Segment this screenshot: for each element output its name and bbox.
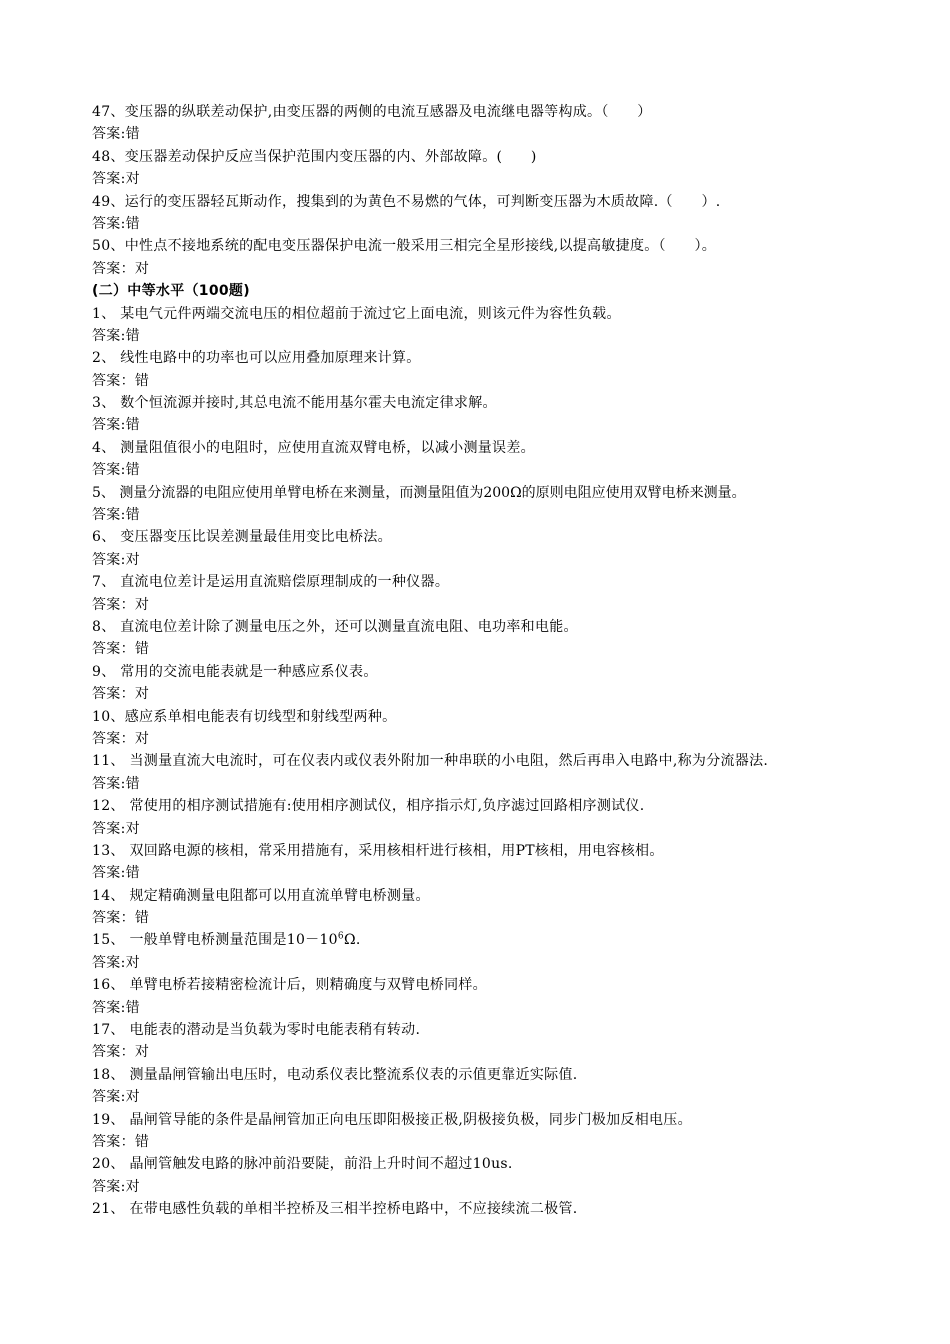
question-10: 10、感应系单相电能表有切线型和射线型两种。 xyxy=(92,708,397,725)
answer-12: 答案:对 xyxy=(92,820,140,837)
question-17: 17、 电能表的潜动是当负载为零时电能表稍有转动. xyxy=(92,1022,421,1039)
answer-8: 答案：错 xyxy=(92,641,150,658)
answer-17: 答案：对 xyxy=(92,1044,150,1061)
question-50: 50、中性点不接地系统的配电变压器保护电流一般采用三相完全星形接线,以提高敏捷度。（ ）。 xyxy=(92,238,717,255)
answer-9: 答案：对 xyxy=(92,686,150,703)
question-14: 14、 规定精确测量电阻都可以用直流单臂电桥测量。 xyxy=(92,887,430,904)
section-heading: (二）中等水平（100题) xyxy=(92,283,250,300)
question-20: 20、 晶闸管触发电路的脉冲前沿要陡，前沿上升时间不超过10us. xyxy=(92,1156,513,1173)
question-7: 7、 直流电位差计是运用直流赔偿原理制成的一种仪器。 xyxy=(92,574,450,591)
answer-3: 答案:错 xyxy=(92,417,140,434)
answer-6: 答案:对 xyxy=(92,551,140,568)
question-3: 3、 数个恒流源并接时,其总电流不能用基尔霍夫电流定律求解。 xyxy=(92,395,497,412)
question-13: 13、 双回路电源的核相，常采用措施有，采用核相杆进行核相，用PT核相，用电容核相。 xyxy=(92,842,664,859)
question-12: 12、 常使用的相序测试措施有:使用相序测试仪，相序指示灯,负序滤过回路相序测试仪. xyxy=(92,798,645,815)
answer-10: 答案：对 xyxy=(92,730,150,747)
question-21: 21、 在带电感性负载的单相半控桥及三相半控桥电路中，不应接续流二极管. xyxy=(92,1201,578,1218)
answer-47: 答案:错 xyxy=(92,126,140,143)
question-9: 9、 常用的交流电能表就是一种感应系仪表。 xyxy=(92,663,378,680)
question-16: 16、 单臂电桥若接精密检流计后，则精确度与双臂电桥同样。 xyxy=(92,977,487,994)
answer-49: 答案:错 xyxy=(92,215,140,232)
answer-50: 答案：对 xyxy=(92,260,150,277)
answer-4: 答案:错 xyxy=(92,462,140,479)
question-15-text: 15、 一般单臂电桥测量范围是10－10 xyxy=(92,932,338,949)
question-49: 49、运行的变压器轻瓦斯动作，搜集到的为黄色不易燃的气体，可判断变压器为木质故障.（ ）. xyxy=(92,193,721,210)
answer-5: 答案:错 xyxy=(92,507,140,524)
answer-14: 答案：错 xyxy=(92,910,150,927)
question-15 xyxy=(92,929,872,951)
question-5: 5、 测量分流器的电阻应使用单臂电桥在来测量，而测量阻值为200Ω的原则电阻应使用双臂电桥来测量。 xyxy=(92,484,746,501)
answer-2: 答案：错 xyxy=(92,372,150,389)
answer-1: 答案:错 xyxy=(92,327,140,344)
question-11: 11、 当测量直流大电流时，可在仪表内或仪表外附加一种串联的小电阻，然后再串入电路中,称为分流器法. xyxy=(92,753,769,770)
answer-18: 答案:对 xyxy=(92,1089,140,1106)
answer-19: 答案：错 xyxy=(92,1133,150,1150)
answer-16: 答案:错 xyxy=(92,999,140,1016)
question-18: 18、 测量晶闸管输出电压时，电动系仪表比整流系仪表的示值更靠近实际值. xyxy=(92,1066,578,1083)
answer-11: 答案:错 xyxy=(92,775,140,792)
question-19: 19、 晶闸管导能的条件是晶闸管加正向电压即阳极接正极,阴极接负极，同步门极加反相电压。 xyxy=(92,1111,692,1128)
document-page xyxy=(92,101,872,1221)
answer-7: 答案：对 xyxy=(92,596,150,613)
answer-48: 答案:对 xyxy=(92,171,140,188)
question-2: 2、 线性电路中的功率也可以应用叠加原理来计算。 xyxy=(92,350,421,367)
answer-20: 答案:对 xyxy=(92,1178,140,1195)
question-8: 8、 直流电位差计除了测量电压之外，还可以测量直流电阻、电功率和电能。 xyxy=(92,618,578,635)
question-6: 6、 变压器变压比误差测量最佳用变比电桥法。 xyxy=(92,529,392,546)
question-48: 48、变压器差动保护反应当保护范围内变压器的内、外部故障。( ) xyxy=(92,148,537,165)
question-15-unit: Ω. xyxy=(343,932,361,949)
question-1: 1、 某电气元件两端交流电压的相位超前于流过它上面电流，则该元件为容性负载。 xyxy=(92,305,621,322)
answer-13: 答案:错 xyxy=(92,865,140,882)
question-47: 47、变压器的纵联差动保护,由变压器的两侧的电流互感器及电流继电器等构成。（ ） xyxy=(92,104,652,120)
question-4: 4、 测量阻值很小的电阻时，应使用直流双臂电桥，以减小测量误差。 xyxy=(92,439,535,456)
answer-15: 答案:对 xyxy=(92,954,140,971)
question-15-exponent: 6 xyxy=(337,931,344,942)
